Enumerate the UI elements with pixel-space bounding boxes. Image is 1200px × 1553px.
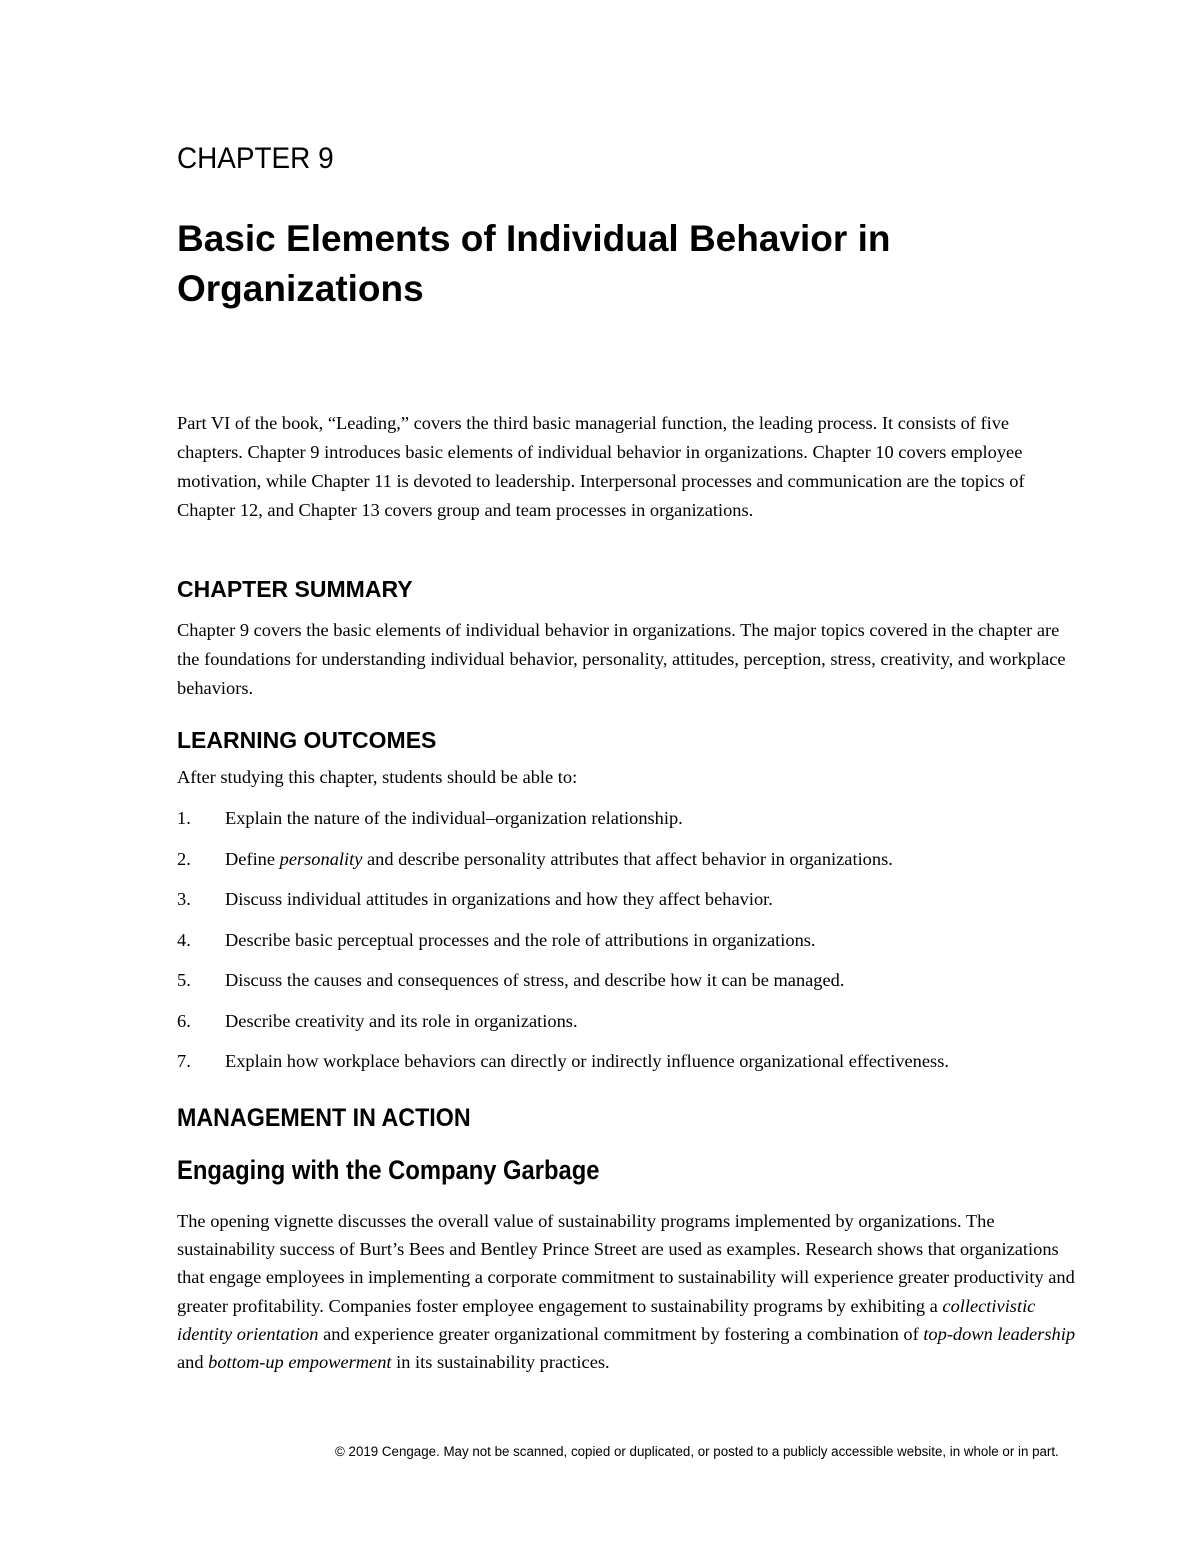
list-item-text: Explain the nature of the individual–organization relationship. xyxy=(225,808,683,828)
list-item xyxy=(177,930,1097,971)
list-item-text: Discuss individual attitudes in organizations and how they affect behavior. xyxy=(225,889,773,909)
list-item-number: 5. xyxy=(177,970,191,990)
list-item xyxy=(177,1051,1097,1092)
chapter-summary-body: Chapter 9 covers the basic elements of individual behavior in organizations. The major topics covered in the chapter are the foundations for understanding individual behavior, personality, attitudes, perception, stress, creativity, and workplace behaviors. xyxy=(177,620,1066,698)
list-item xyxy=(177,1011,1097,1052)
chapter-summary-heading: CHAPTER SUMMARY xyxy=(177,576,413,602)
list-item-text-post: and describe personality attributes that affect behavior in organizations. xyxy=(362,848,893,869)
emphasized-term: bottom-up empowerment xyxy=(208,1352,392,1373)
management-in-action-heading: MANAGEMENT IN ACTION xyxy=(177,1104,471,1132)
list-item-text: Describe creativity and its role in organizations. xyxy=(225,1010,578,1031)
list-item-text: Discuss the causes and consequences of stress, and describe how it can be managed. xyxy=(225,970,845,990)
emphasized-term: collectivistic identity orientation xyxy=(177,1295,1036,1344)
vignette-text-3: and xyxy=(177,1352,209,1373)
list-item xyxy=(177,808,1097,849)
list-item-text-pre: Define xyxy=(225,848,280,869)
list-item-text: Describe basic perceptual processes and the role of attributions in organizations. xyxy=(225,929,816,950)
list-item-number: 1. xyxy=(177,808,191,828)
vignette-body xyxy=(177,1207,1077,1376)
list-item-number: 3. xyxy=(177,889,191,909)
learning-outcomes-intro: After studying this chapter, students should be able to: xyxy=(177,767,578,787)
learning-outcomes-heading: LEARNING OUTCOMES xyxy=(177,727,437,753)
learning-outcomes-list xyxy=(177,808,1097,1092)
intro-paragraph: Part VI of the book, “Leading,” covers the third basic managerial function, the leading process. It consists of five chapters. Chapter 9 introduces basic elements of individual behavior in organizations. Chapter 10 covers employee motivation, while Chapter 11 is devoted to leadership. Interpersonal processes and communication are the topics of Chapter 12, and Chapter 13 covers group and team processes in organizations. xyxy=(177,413,1025,520)
list-item-text xyxy=(225,849,893,870)
vignette-text-1: The opening vignette discusses the overall value of sustainability programs implemented by organizations. The sustainability success of Burt’s Bees and Bentley Prince Street are used as examples. Research shows that organizations that engage employees in implementing a corporate commitment to sustainability will experience greater productivity and greater profitability. Companies foster employee engagement to sustainability programs by exhibiting a xyxy=(177,1211,1075,1316)
vignette-text-2: and experience greater organizational commitment by fostering a combination of xyxy=(318,1323,924,1344)
list-item xyxy=(177,889,1097,930)
emphasized-term: personality xyxy=(279,848,363,869)
chapter-title: Basic Elements of Individual Behavior in Organizations xyxy=(177,218,891,309)
list-item-text: Explain how workplace behaviors can directly or indirectly influence organizational effectiveness. xyxy=(225,1051,949,1071)
chapter-label: CHAPTER 9 xyxy=(177,142,334,175)
list-item-number: 7. xyxy=(177,1051,191,1071)
vignette-title: Engaging with the Company Garbage xyxy=(177,1155,600,1185)
list-item-number: 6. xyxy=(177,1010,191,1031)
list-item xyxy=(177,849,1097,890)
copyright-footer: © 2019 Cengage. May not be scanned, copied or duplicated, or posted to a publicly accessible website, in whole or in part. xyxy=(335,1444,1059,1460)
list-item xyxy=(177,970,1097,1011)
list-item-number: 4. xyxy=(177,929,191,950)
list-item-number: 2. xyxy=(177,848,191,869)
emphasized-term: top-down leadership xyxy=(923,1323,1076,1344)
vignette-text-4: in its sustainability practices. xyxy=(391,1352,610,1373)
